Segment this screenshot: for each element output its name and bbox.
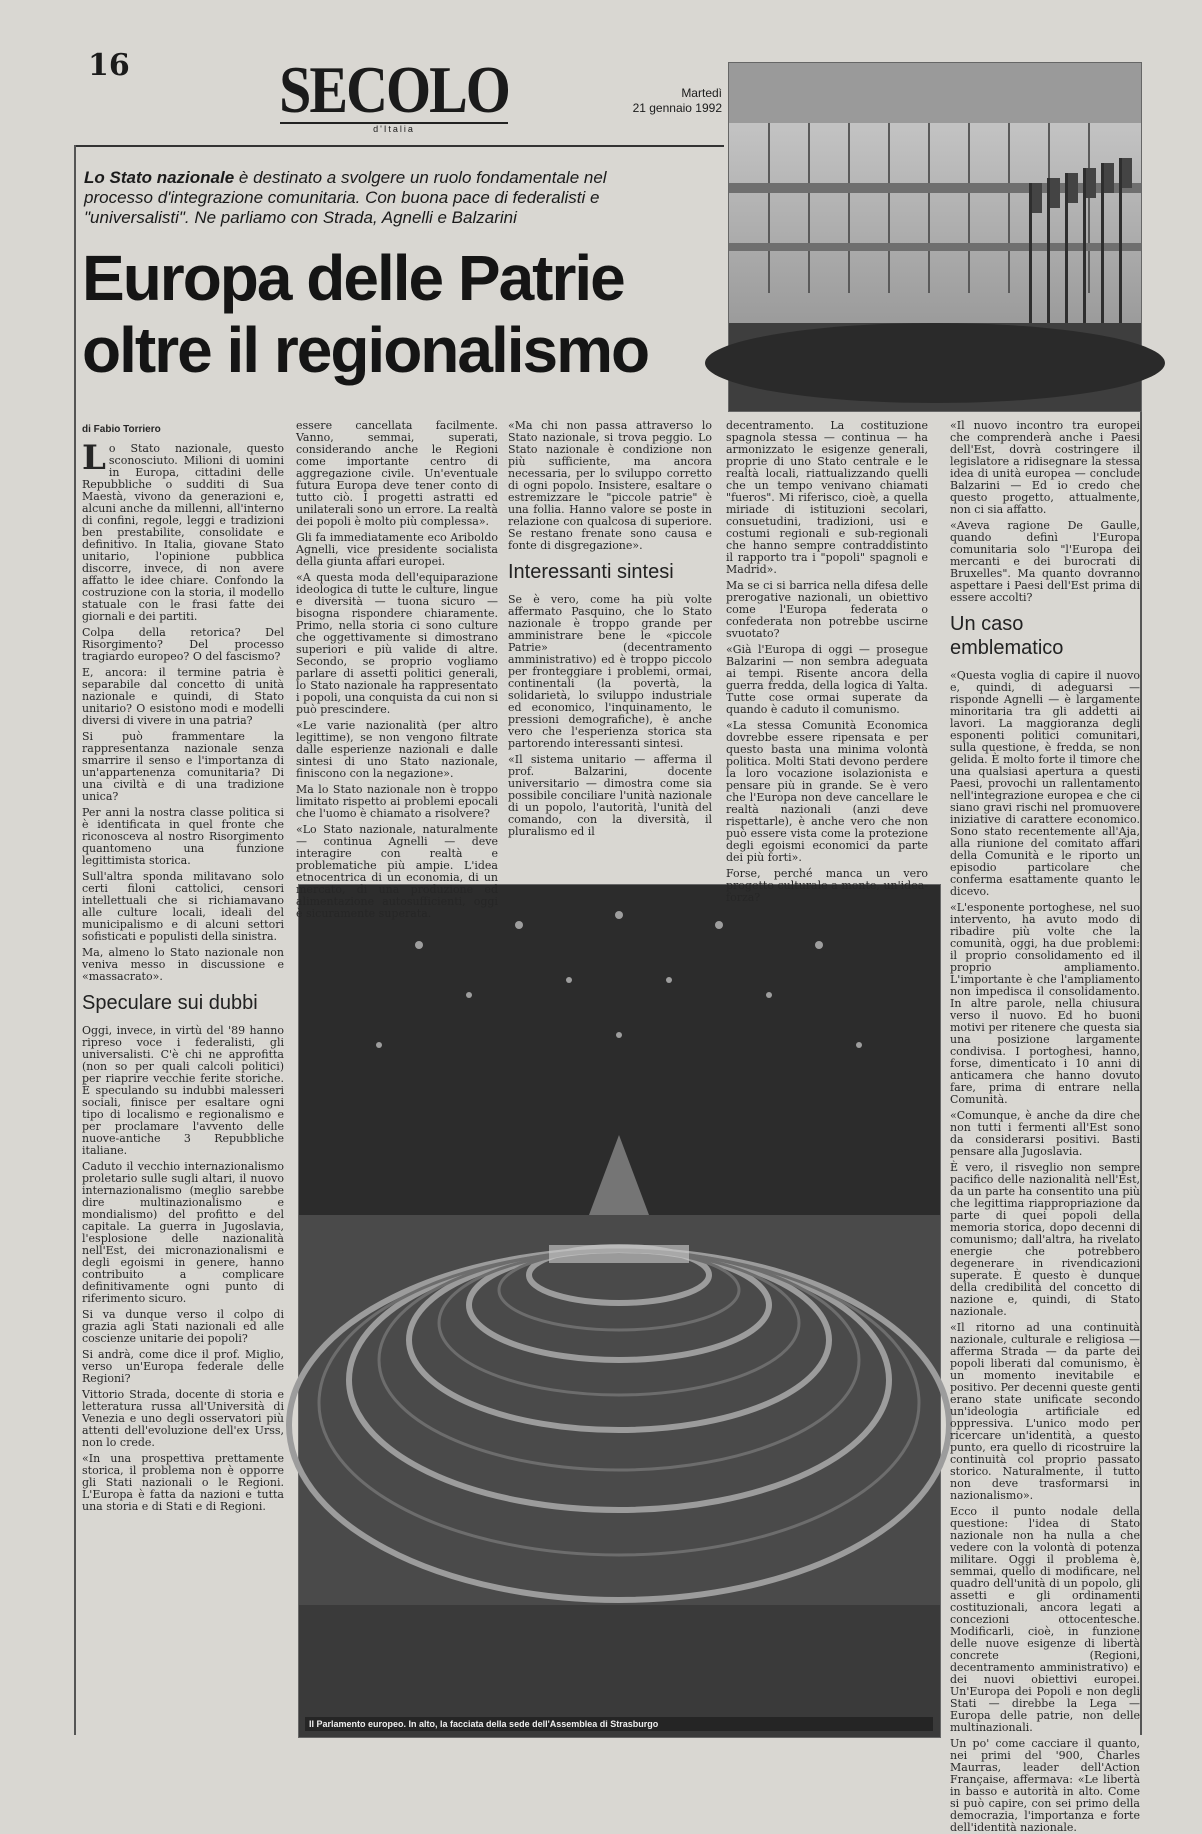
standfirst-lead: Lo Stato nazionale [84, 168, 235, 187]
masthead-sub: d'Italia [280, 122, 508, 134]
paragraph: «Le varie nazionalità (per altro legittime), se non vengono filtrate dalle esperienze nazionali e dalle sintesi di uno Stato nazionale, finiscono con la negazione». [296, 719, 498, 780]
dateline-day: Martedì [681, 86, 722, 100]
paragraph: Per anni la nostra classe politica si è identificata in quel fronte che riconosceva al nostro Risorgimento quantomeno una funzione legittimista storica. [82, 806, 284, 867]
paragraph [82, 438, 284, 623]
paragraph: «A questa moda dell'equiparazione ideologica di tutte le culture, lingue e diversità — tuona sicuro — bisogna rispondere chiaramente. Primo, nella storia ci sono culture che oggettivamente si dimostrano superiori e più valide di altre. Secondo, se proprio vogliamo parlare di assetti politici generali, lo Stato nazionale ha rappresentato i popoli, una conquista da cui non si può prescindere. [296, 571, 498, 716]
paragraph: Vittorio Strada, docente di storia e letteratura russa all'Università di Venezia e uno degli osservatori più attenti dell'evoluzione dell'ex Urss, non lo crede. [82, 1388, 284, 1449]
paragraph: «Già l'Europa di oggi — prosegue Balzarini — non sembra adeguata ai tempi. Risente ancora della guerra fredda, della logica di Yalta. Tutte cose ormai superate da quando è caduto il comunismo. [726, 643, 928, 716]
paragraph: «Aveva ragione De Gaulle, quando definì l'Europa comunitaria solo "l'Europa dei mercanti e dei burocrati di Bruxelles". Ma quanto dovranno aspettare i Paesi dell'Est prima di essere accolti? [950, 519, 1140, 604]
paragraph: Se è vero, come ha più volte affermato Pasquino, che lo Stato nazionale è troppo grande per amministrare bene le «piccole Patrie» (decentramento amministrativo) ed è troppo piccolo per fronteggiare i problemi, ormai, continentali (la povertà, la solidarietà, lo sviluppo industriale ed economico, l'inquinamento, le pressioni demografiche), è anche vero che l'esperienza storica sta partorendo interessanti sintesi. [508, 593, 712, 750]
subhead: Interessanti sintesi [508, 561, 674, 583]
paragraph: «Il ritorno ad una continuità nazionale, culturale e religiosa — afferma Strada — da parte dei popoli liberati dal comunismo, è un momento inevitabile e positivo. Per decenni queste genti erano state unificate secondo un'ideologia artificiale ed oppressiva. L'unico modo per ricercare un'identità, a questo punto, era quello di ricostruire la continuità col proprio passato storico. Naturalmente, il tutto non deve trasformarsi in nazionalismo». [950, 1321, 1140, 1502]
frame-left [74, 145, 76, 1735]
paragraph: È vero, il risveglio non sempre pacifico delle nazionalità nell'Est, da un parte ha consentito una più che legittima riappropriazione da parte di quei popoli della memoria storica, dopo decenni di comunismo; dall'altra, ha rivelato energie che potrebbero degenerare in rivendicazioni superate. È questo è dunque della credibilità del concetto di nazione e, quindi, di Stato nazionale. [950, 1161, 1140, 1318]
column-4 [726, 419, 928, 904]
paragraph: essere cancellata facilmente. Vanno, semmai, superati, considerando anche le Regioni come importante centro di aggregazione civile. Un'eventuale futura Europa deve tener conto di tutto ciò. I progetti astratti ed unilaterali sono un errore. La realtà dei popoli è molto più complessa». [296, 419, 498, 528]
headline-line-1: Europa delle Patrie [82, 242, 624, 314]
paragraph: Forse, perché manca un vero progetto culturale a monte, un'idea-forza? [726, 867, 928, 904]
paragraph: Un po' come cacciare il quanto, nei primi del '900, Charles Maurras, leader dell'Action Française, affermava: «Le libertà in basso e autorità in alto. Come si può capire, con sei primo della democrazia, l'importanza e forte dell'identità nazionale. [950, 1737, 1140, 1834]
subhead: Speculare sui dubbi [82, 992, 258, 1014]
paragraph: «La stessa Comunità Economica dovrebbe essere ripensata e per questo basta una minima volontà politica. Molti Stati devono perdere la loro vocazione isolazionista e pensare più in grande. Se è vero che l'Europa non deve cancellare le realtà nazionali (anzi deve rispettarle), è anche vero che non può essere vista come la protezione degli egoismi economici da parte dei più forti». [726, 719, 928, 864]
column-2 [296, 419, 498, 920]
standfirst-rest: è destinato a svolgere un ruolo fondamentale nel processo d'integrazione comunitaria. Con buona pace di federalisti e "universalisti". Ne parliamo con Strada, Agnelli e Balzarini [84, 168, 607, 227]
paragraph: Ecco il punto nodale della questione: l'idea di Stato nazionale non ha nulla a che vedere con la volontà di potenza militare. Oggi il problema è, semmai, quello di modificare, nel quadro dell'unità di un popolo, gli assetti e gli ordinamenti costituzionali, ancora legati a concezioni ottocentesche. Modificarli, cioè, in funzione delle nuove esigenze di libertà concrete (Regioni, decentramento amministrativo) e dei nuovi obiettivi europei. Un'Europa dei Popoli e non degli Stati — direbbe la Lega — Europa delle patrie, non delle multinazionali. [950, 1505, 1140, 1734]
dropcap: L [82, 438, 106, 478]
paragraph: «Il sistema unitario — afferma il prof. Balzarini, docente universitario — dimostra come sia possibile conciliare l'unità nazionale di un popolo, l'autorità, l'unità del comando, con la diversità, il pluralismo ed il [508, 753, 712, 838]
dateline-date: 21 gennaio 1992 [632, 101, 722, 115]
top-photo-image [728, 62, 1142, 412]
paragraph: Ma se ci si barrica nella difesa delle prerogative nazionali, un obiettivo come l'Europa federata o confederata non potrebbe uscirne svuotato? [726, 579, 928, 640]
paragraph: Ma lo Stato nazionale non è troppo limitato rispetto ai problemi epocali che l'uomo è chiamato a risolvere? [296, 783, 498, 820]
paragraph: «Lo Stato nazionale, naturalmente — continua Agnelli — deve interagire con realtà e problematiche più ampie. L'idea etnocentrica di un economia, di un mercato, di una produzione ed alimentazione autosufficienti, oggi è sicuramente superata. [296, 823, 498, 920]
paragraph: «Ma chi non passa attraverso lo Stato nazionale, si trova peggio. Lo Stato nazionale è condizione non più sufficiente, ma ancora necessaria, per lo sviluppo corretto di ogni popolo. Insistere, esaltare o estremizzare le "piccole patrie" è una follia. Hanno valore se poste in relazione con qualcosa di superiore. Se restano frenate sono causa e fonte di disgregazione». [508, 419, 712, 552]
column-1 [82, 424, 284, 1734]
paragraph: Gli fa immediatamente eco Ariboldo Agnelli, vice presidente socialista della giunta affari europei. [296, 531, 498, 568]
paragraph: Si andrà, come dice il prof. Miglio, verso un'Europa federale delle Regioni? [82, 1348, 284, 1385]
paragraph: Si va dunque verso il colpo di grazia agli Stati nazionali ed alle coscienze unitarie dei popoli? [82, 1308, 284, 1345]
paragraph: Caduto il vecchio internazionalismo proletario sulle sugli altari, il nuovo internazionalismo (meglio sarebbe dire multinazionalismo e mondialismo) del profitto e del capitale. La guerra in Jugoslavia, l'esplosione delle nazionalità nell'Est, dei micronazionalismi e degli egoismi in genere, hanno contribuito a complicare definitivamente ogni punto di riferimento sicuro. [82, 1160, 284, 1305]
column-5 [950, 419, 1140, 1834]
headline-line-2: oltre il regionalismo [82, 314, 649, 386]
paragraph: «Comunque, è anche da dire che non tutti i fermenti all'Est sono da considerarsi positivi. Basti pensare alla Jugoslavia. [950, 1109, 1140, 1158]
paragraph: «L'esponente portoghese, nel suo intervento, ha avuto modo di ribadire più volte che la comunità, oggi, ha due problemi: il proprio consolidamento ed il proprio ampliamento. L'importante è che l'ampliamento non impedisca il consolidamento. In altre parole, nella chiusura verso il nuovo. Ed ho buoni motivi per ritenere che questa sia una posizione largamente condivisa. I portoghesi, hanno, forse, dimenticato i 10 anni di anticamera che hanno dovuto fare, prima di entrare nella Comunità. [950, 901, 1140, 1106]
column-3 [508, 420, 712, 874]
paragraph: decentramento. La costituzione spagnola stessa — continua — ha armonizzato le esigenze generali, proprie di uno Stato centrale e le realtà locali, riattualizzando quelli che un tempo venivano chiamati "fueros". Mi riferisco, cioè, a quella miriade di istituzioni secolari, consuetudini, tradizioni, usi e costumi regionali e sub-regionali che hanno sempre contraddistinto il rapporto tra i "popoli" spagnoli e Madrid». [726, 419, 928, 576]
standfirst [84, 168, 634, 228]
page-number: 16 [88, 48, 130, 83]
photo-caption: Il Parlamento europeo. In alto, la facciata della sede dell'Assemblea di Strasburgo [305, 1717, 933, 1731]
frame-right [1140, 405, 1142, 1735]
masthead [272, 52, 516, 136]
byline: di Fabio Torriero [82, 424, 161, 435]
paragraph: Sull'altra sponda militavano solo certi filoni cattolici, censori intellettuali che si richiamavano alle culture locali, ideali del municipalismo e di alcuni settori sofisticati e populisti della sinistra. [82, 870, 284, 943]
paragraph: «Questa voglia di capire il nuovo e, quindi, di adeguarsi — risponde Agnelli — è largamente minoritaria tra gli addetti ai lavori. La maggioranza degli esponenti politici comunitari, sulla questione, è fredda, se non gelida. È molto forte il timore che una qualsiasi apertura a questi Paesi, provochi un rallentamento nell'integrazione europea e che ci siano gravi rischi nel promuovere iniziative di carattere economico. Sono stato recentemente all'Aja, alla riunione del comitato affari della Comunità e le riporto un episodio particolare che conferma esattamente quanto le dicevo. [950, 669, 1140, 898]
subhead: Un caso emblematico [950, 613, 1064, 659]
header-rule [74, 145, 724, 147]
dateline [612, 86, 722, 116]
paragraph: Ma, almeno lo Stato nazionale non veniva messo in discussione e «massacrato». [82, 946, 284, 983]
paragraph-text: o Stato nazionale, questo sconosciuto. Milioni di uomini in Europa, cittadini delle Repubbliche o sudditi di Sua Maestà, vivono da generazioni e, alcuni anche da millenni, all'interno di confini, regole, leggi e tradizioni ben prestabilite, consolidate e definitivo. In Italia, giovane Stato unitario, l'opinione pubblica discorre, invece, di non avere affatto le idee chiare. Confondo la costruzione con la storia, il modello statuale con le frasi fatte dei giornali e dei partiti. [82, 442, 284, 623]
masthead-logo: SECOLO [279, 52, 509, 127]
main-photo-image [298, 884, 941, 1738]
paragraph: «Il nuovo incontro tra europei che comprenderà anche i Paesi dell'Est, dovrà costringere il legislatore a ridisegnare la stessa idea di unità europea — conclude Balzarini — Ed io credo che questo progetto, attualmente, non ci sia affatto. [950, 419, 1140, 516]
paragraph: Si può frammentare la rappresentanza nazionale senza smarrire il senso e l'importanza di un'appartenenza comunitaria? Di una civiltà e di una tradizione unica? [82, 730, 284, 803]
headline [82, 242, 682, 386]
paragraph: Oggi, invece, in virtù del '89 hanno ripreso voce i federalisti, gli universalisti. C'è chi ne approfitta (non so per quali calcoli politici) per riaprire vecchie ferite storiche. È speculando su indubbi malesseri sociali, finisce per esaltare ogni tipo di localismo e regionalismo e per proclamare l'avvento delle nuove-antiche 3 Repubbliche italiane. [82, 1024, 284, 1157]
paragraph: Colpa della retorica? Del Risorgimento? Del processo tragiardo europeo? O del fascismo? [82, 626, 284, 663]
paragraph: «In una prospettiva prettamente storica, il problema non è opporre gli Stati nazionali o le Regioni. L'Europa è fatta da nazioni e tutta una storia e di Stati e di Regioni. [82, 1452, 284, 1513]
paragraph: E, ancora: il termine patria è separabile dal concetto di unità nazionale e quindi, di Stato unitario? O esistono modi e modelli diversi di vivere in una patria? [82, 666, 284, 727]
